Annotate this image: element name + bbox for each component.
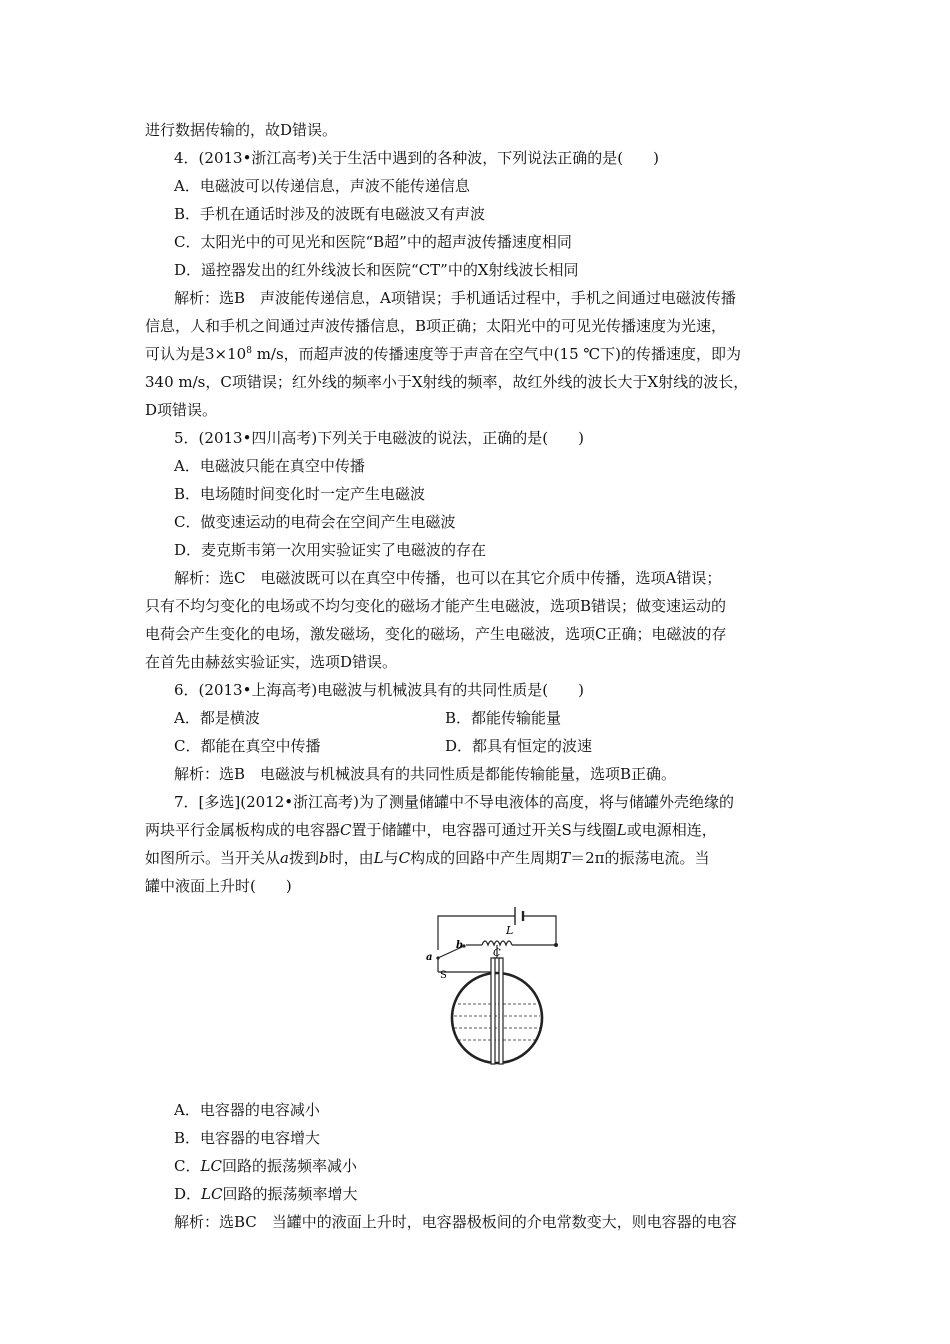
q6-option-d: D．都具有恒定的波速 — [445, 737, 593, 755]
q6-option-a: A．都是横波 — [174, 709, 260, 727]
q5-option-c: C．做变速运动的电荷会在空间产生电磁波 — [174, 513, 456, 531]
q4-answer-line-4: 340 m/s，C项错误；红外线的频率小于X射线的频率，故红外线的波长大于X射线的波长， — [145, 373, 749, 391]
q7-stem-line-2: 两块平行金属板构成的电容器C置于储罐中，电容器可通过开关S与线圈L或电源相连， — [145, 821, 717, 839]
continuation-line: 进行数据传输的，故D错误。 — [145, 121, 338, 139]
q4-stem: 4．(2013•浙江高考)关于生活中遇到的各种波，下列说法正确的是( ) — [174, 149, 659, 167]
q4-option-a: A．电磁波可以传递信息，声波不能传递信息 — [174, 177, 470, 195]
q6-answer-line-1: 解析：选B 电磁波与机械波具有的共同性质是都能传输能量，选项B正确。 — [174, 765, 677, 783]
q4-answer-line-5: D项错误。 — [145, 401, 218, 419]
fig-label-b: b — [456, 940, 463, 951]
q5-option-b: B．电场随时间变化时一定产生电磁波 — [174, 485, 426, 503]
q4-answer-line-2: 信息，人和手机之间通过声波传播信息，B项正确；太阳光中的可见光传播速度为光速， — [145, 317, 727, 335]
q5-option-d: D．麦克斯韦第一次用实验证实了电磁波的存在 — [174, 541, 487, 559]
q5-stem: 5．(2013•四川高考)下列关于电磁波的说法，正确的是( ) — [174, 429, 584, 447]
q4-answer-line-1: 解析：选B 声波能传递信息，A项错误；手机通话过程中，手机之间通过电磁波传播 — [174, 289, 736, 307]
q4-option-c: C．太阳光中的可见光和医院“B超”中的超声波传播速度相同 — [174, 233, 572, 251]
q5-answer-line-2: 只有不均匀变化的电场或不均匀变化的磁场才能产生电磁波，选项B错误；做变速运动的 — [145, 597, 727, 615]
lc-circuit-figure — [418, 898, 568, 1070]
q7-stem-line-3: 如图所示。当开关从a拨到b时，由L与C构成的回路中产生周期T＝2π的振荡电流。当 — [145, 849, 710, 867]
q4-option-b: B．手机在通话时涉及的波既有电磁波又有声波 — [174, 205, 486, 223]
q6-option-b: B．都能传输能量 — [445, 709, 562, 727]
q5-answer-line-1: 解析：选C 电磁波既可以在真空中传播，也可以在其它介质中传播，选项A错误； — [174, 569, 722, 587]
q7-option-d: D．LC回路的振荡频率增大 — [174, 1185, 358, 1203]
q7-option-a: A．电容器的电容减小 — [174, 1101, 320, 1119]
fig-label-L: L — [506, 924, 514, 937]
q4-option-d: D．遥控器发出的红外线波长和医院“CT”中的X射线波长相同 — [174, 261, 579, 279]
q5-answer-line-3: 电荷会产生变化的电场，激发磁场，变化的磁场，产生电磁波，选项C正确；电磁波的存 — [145, 625, 727, 643]
q7-answer-line-1: 解析：选BC 当罐中的液面上升时，电容器极板间的介电常数变大，则电容器的电容 — [174, 1213, 737, 1231]
fig-label-S: S — [440, 970, 447, 981]
fig-label-C: C — [493, 948, 501, 959]
q7-stem-line-4: 罐中液面上升时( ) — [145, 877, 292, 895]
q7-option-b: B．电容器的电容增大 — [174, 1129, 321, 1147]
q7-option-c: C．LC回路的振荡频率减小 — [174, 1157, 357, 1175]
q4-answer-line-3: 可认为是$3\times 10^8$ m/s，而超声波的传播速度等于声音在空气中(15 ℃下)的传播速度，即为 — [145, 345, 742, 363]
q6-option-c: C．都能在真空中传播 — [174, 737, 321, 755]
q5-option-a: A．电磁波只能在真空中传播 — [174, 457, 365, 475]
q5-answer-line-4: 在首先由赫兹实验证实，选项D错误。 — [145, 653, 398, 671]
fig-label-a: a — [426, 952, 433, 963]
q6-stem: 6．(2013•上海高考)电磁波与机械波具有的共同性质是( ) — [174, 681, 584, 699]
q7-stem-line-1: 7．[多选](2012•浙江高考)为了测量储罐中不导电液体的高度，将与储罐外壳绝缘的 — [174, 793, 734, 811]
